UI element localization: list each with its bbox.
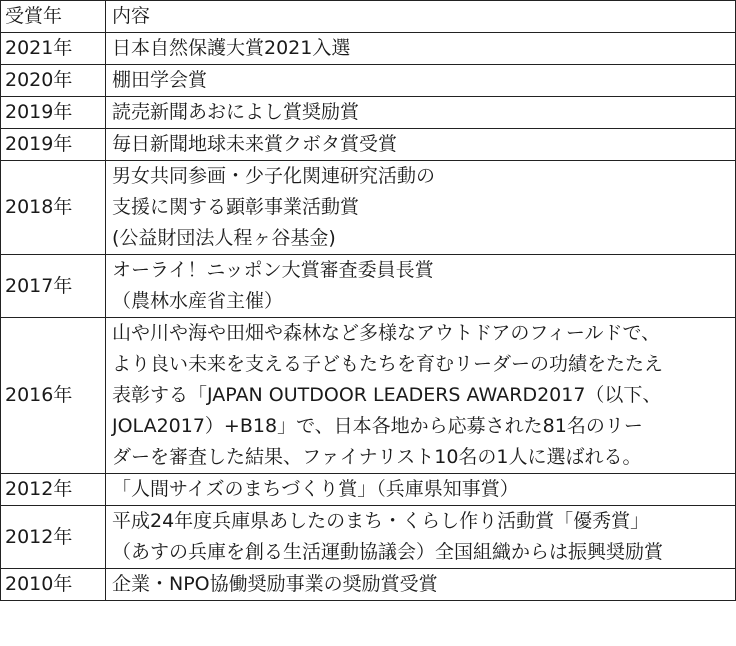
header-year: 受賞年 [1,1,106,33]
award-content [106,129,736,161]
award-year: 2012年 [1,506,106,569]
header-row [1,1,736,33]
award-content-line: ダーを審査した結果、ファイナリスト10名の1人に選ばれる。 [112,446,642,468]
table-row [1,255,736,318]
award-year: 2018年 [1,161,106,255]
award-content-line: 男女共同参画・少子化関連研究活動の [112,165,436,187]
award-content-line: 表彰する「JAPAN OUTDOOR LEADERS AWARD2017（以下、 [112,384,662,406]
award-content-line: 平成24年度兵庫県あしたのまち・くらし作り活動賞「優秀賞」 [112,510,650,532]
award-year: 2020年 [1,65,106,97]
award-content [106,255,736,318]
award-content-line: 棚田学会賞 [112,69,208,91]
award-content-line: JOLA2017）+B18」で、日本各地から応募された81名のリー [112,415,643,437]
award-year: 2019年 [1,97,106,129]
award-content-line: 「人間サイズのまちづくり賞」（兵庫県知事賞） [112,478,519,500]
award-content [106,33,736,65]
award-year: 2012年 [1,474,106,506]
table-row [1,97,736,129]
award-content [106,506,736,569]
award-content [106,65,736,97]
award-year: 2010年 [1,569,106,601]
award-year: 2021年 [1,33,106,65]
award-content-line: 毎日新聞地球未来賞クボタ賞受賞 [112,133,398,155]
table-row [1,65,736,97]
table-row [1,569,736,601]
award-content-line: （農林水産省主催） [112,290,284,312]
award-content-line: 支援に関する顕彰事業活動賞 [112,196,360,218]
award-content-line: （あすの兵庫を創る生活運動協議会）全国組織からは振興奨励賞 [112,541,664,563]
award-content-line: (公益財団法人程ヶ谷基金) [112,227,336,249]
award-content [106,97,736,129]
table-row [1,129,736,161]
award-content [106,318,736,474]
table-row [1,506,736,569]
table-row [1,474,736,506]
award-content [106,569,736,601]
award-content-line: オーライ！ニッポン大賞審査委員長賞 [112,259,434,281]
award-content-line: 企業・NPO協働奨励事業の奨励賞受賞 [112,573,438,595]
award-content-line: 日本自然保護大賞2021入選 [112,37,351,59]
table-body [1,33,736,601]
award-year: 2016年 [1,318,106,474]
award-content [106,474,736,506]
award-content-line: より良い未来を支える子どもたちを育むリーダーの功績をたたえ [112,353,664,375]
award-content-line: 読売新聞あおによし賞奨励賞 [112,101,360,123]
award-year: 2017年 [1,255,106,318]
award-content-line: 山や川や海や田畑や森林など多様なアウトドアのフィールドで、 [112,322,661,344]
award-content [106,161,736,255]
award-year: 2019年 [1,129,106,161]
header-content: 内容 [106,1,736,33]
table-row [1,33,736,65]
table-row [1,161,736,255]
table-row [1,318,736,474]
